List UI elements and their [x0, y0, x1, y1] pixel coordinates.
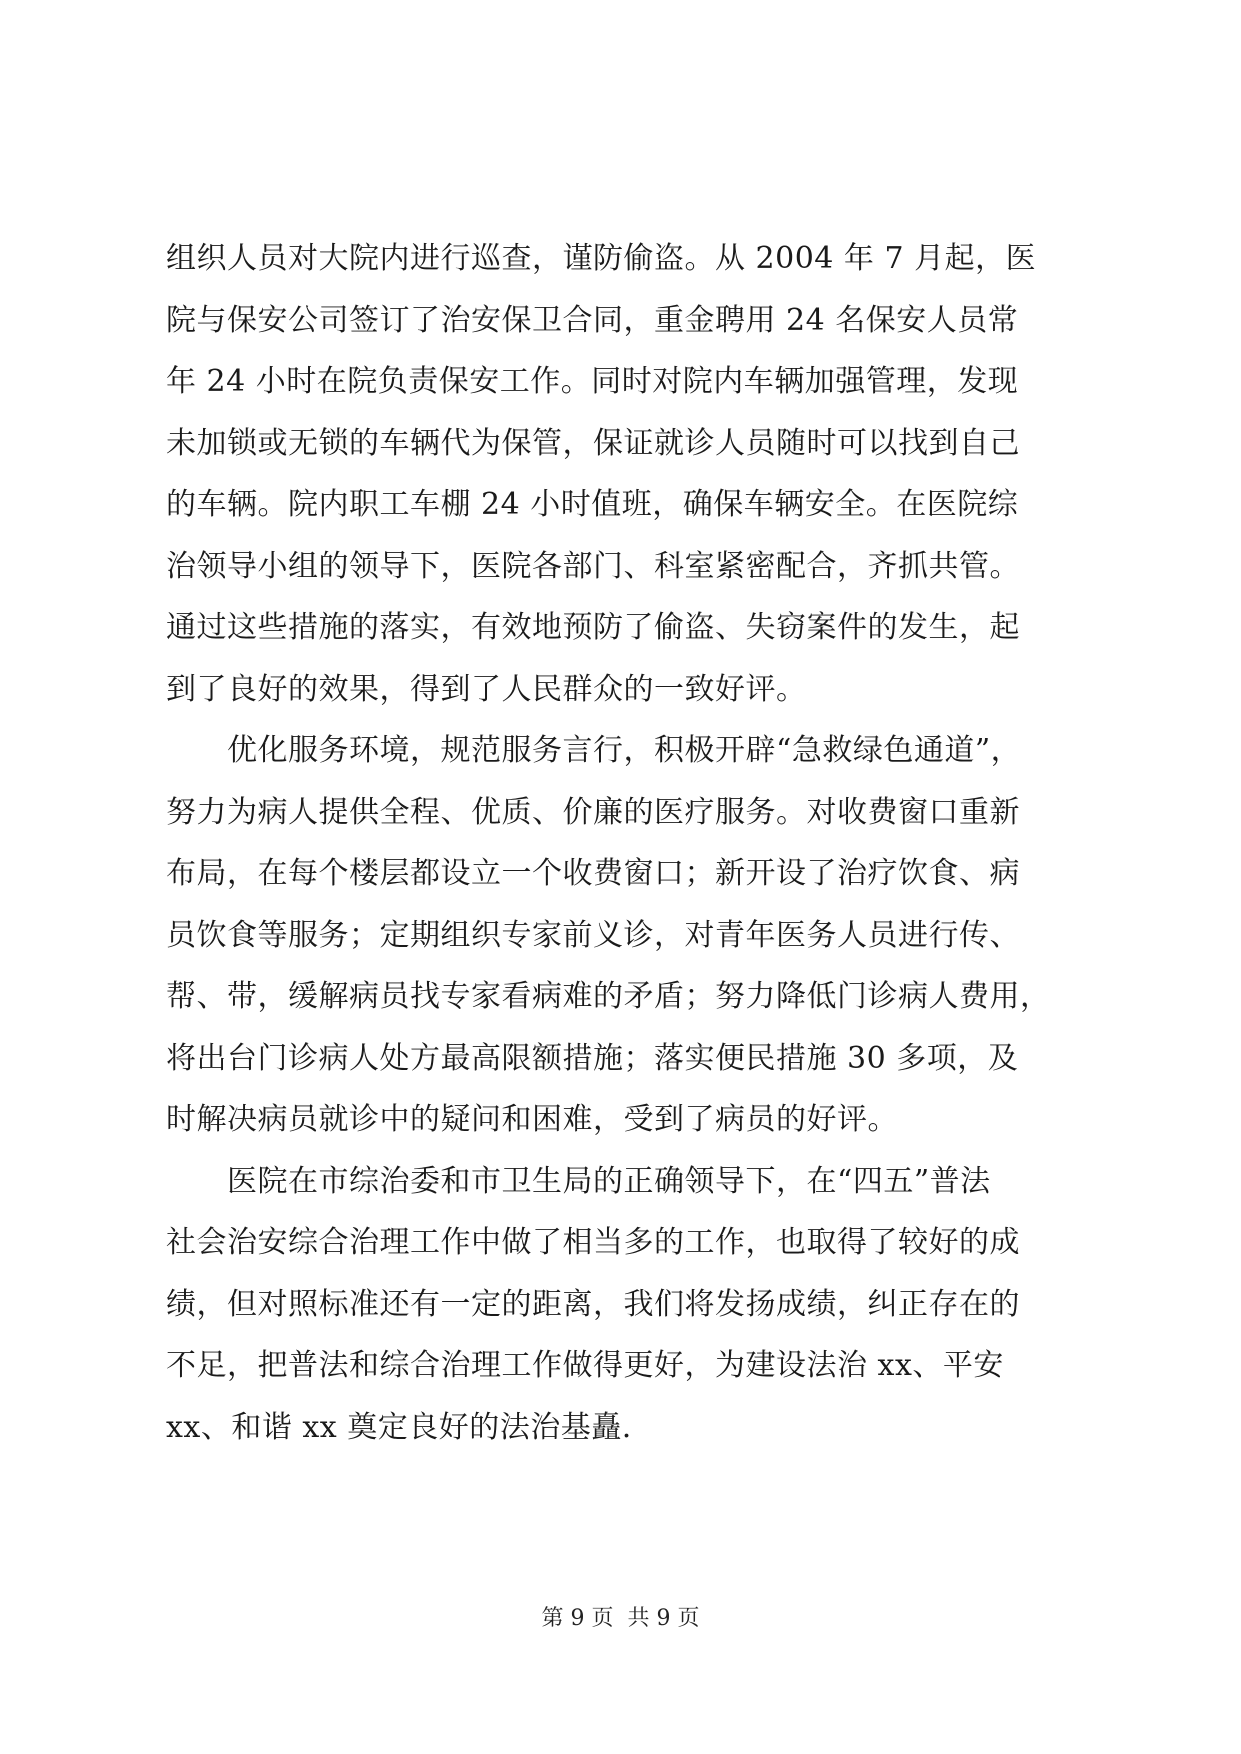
text-line: 不足，把普法和综合治理工作做得更好，为建设法治 xx、平安	[166, 1348, 1004, 1383]
text-line: 通过这些措施的落实，有效地预防了偷盗、失窃案件的发生，起	[166, 610, 1020, 645]
page-footer	[0, 1604, 1241, 1634]
document-body	[166, 228, 1076, 1458]
text-line: 的车辆。院内职工车棚 24 小时值班，确保车辆安全。在医院综	[166, 487, 1019, 522]
text-line: 努力为病人提供全程、优质、价廉的医疗服务。对收费窗口重新	[166, 794, 1020, 830]
text-line: 年 24 小时在院负责保安工作。同时对院内车辆加强管理，发现	[166, 364, 1019, 399]
text-line: 将出台门诊病人处方最高限额措施；落实便民措施 30 多项，及	[166, 1040, 1019, 1076]
text-line: 院与保安公司签订了治安保卫合同，重金聘用 24 名保安人员常	[166, 302, 1019, 338]
text-line: 医院在市综治委和市卫生局的正确领导下，在“四五”普法	[166, 1163, 991, 1199]
text-line: 帮、带，缓解病员找专家看病难的矛盾；努力降低门诊病人费用，	[166, 979, 1051, 1014]
text-line: 时解决病员就诊中的疑问和困难，受到了病员的好评。	[166, 1102, 898, 1137]
text-line: 优化服务环境，规范服务言行，积极开辟“急救绿色通道”，	[166, 733, 1022, 768]
text-line: 到了良好的效果，得到了人民群众的一致好评。	[166, 671, 807, 707]
text-line: 治领导小组的领导下，医院各部门、科室紧密配合，齐抓共管。	[166, 548, 1020, 584]
text-line: 组织人员对大院内进行巡查，谨防偷盗。从 2004 年 7 月起，医	[166, 241, 1037, 276]
page-number-label: 第 9 页 共 9 页	[541, 1606, 700, 1631]
text-line: xx、和谐 xx 奠定良好的法治基矗.	[166, 1409, 632, 1445]
text-line: 绩，但对照标准还有一定的距离，我们将发扬成绩，纠正存在的	[166, 1286, 1020, 1322]
text-line: 布局，在每个楼层都设立一个收费窗口；新开设了治疗饮食、病	[166, 856, 1020, 891]
text-line: 未加锁或无锁的车辆代为保管，保证就诊人员随时可以找到自己	[166, 425, 1020, 461]
text-line: 员饮食等服务；定期组织专家前义诊，对青年医务人员进行传、	[166, 917, 1020, 953]
text-line: 社会治安综合治理工作中做了相当多的工作，也取得了较好的成	[166, 1225, 1020, 1260]
